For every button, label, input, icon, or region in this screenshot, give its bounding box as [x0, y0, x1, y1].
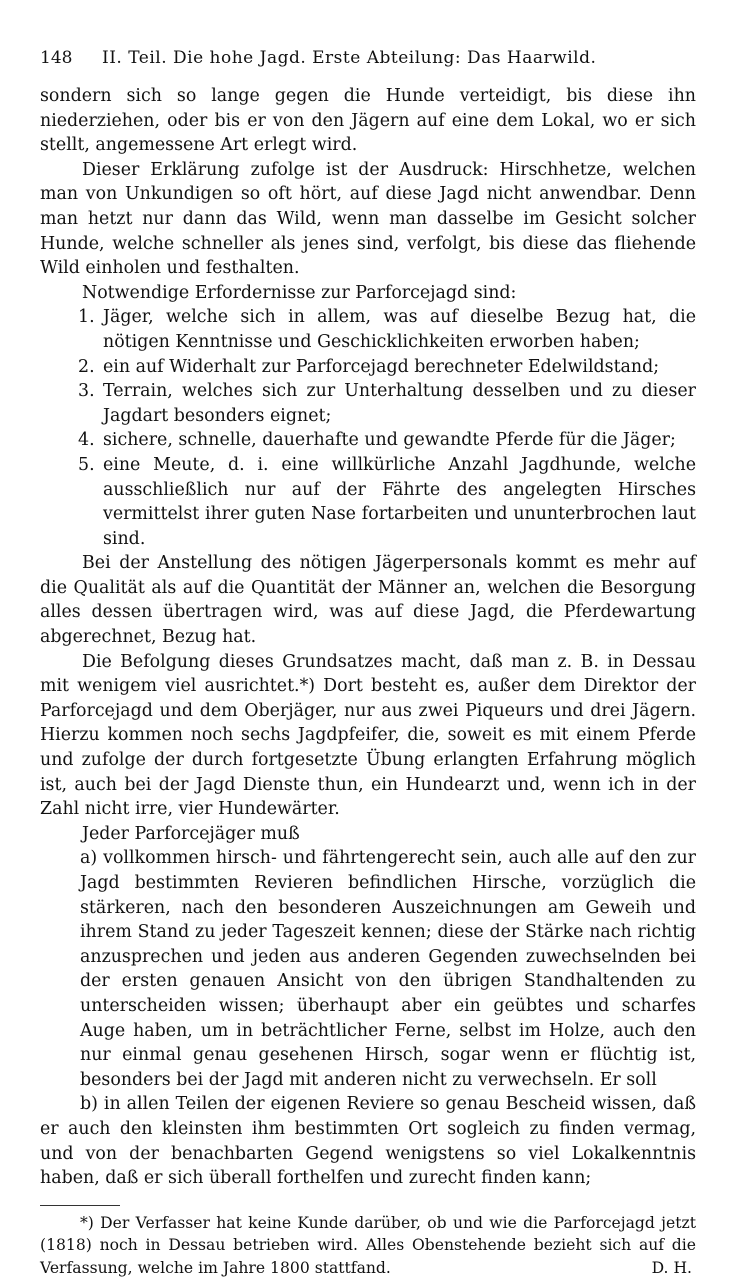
main-text: [40, 84, 696, 1191]
list-item: [40, 1092, 696, 1190]
list-item: [78, 428, 696, 453]
list-number: 5.: [78, 454, 95, 475]
list-text: Terrain, welches sich zur Unterhaltung desselben und zu dieser Jagdart besonders eignet;: [103, 381, 696, 426]
list-text: in allen Teilen der eigenen Reviere so genau Bescheid wissen, daß er auch den kleinsten ihm bestimmten Ort sogleich zu finden vermag, und von der benachbarten Gegend wenigstens so viel Lokalkenntnis haben, daß er sich überall forthelfen und zurecht finden kann;: [40, 1094, 696, 1189]
list-number: 2.: [78, 356, 95, 377]
list-item: [78, 379, 696, 428]
list-item: [80, 846, 696, 1092]
paragraph: Dieser Erklärung zufolge ist der Ausdruck: Hirschhetze, welchen man von Unkundigen so oft hört, auf diese Jagd nicht anwendbar. Denn man hetzt nur dann das Wild, wenn man dasselbe im Gesicht solcher Hunde, welche schneller als jenes sind, verfolgt, bis diese das fliehende Wild einholen und festhalten.: [40, 159, 696, 279]
list-number: 3.: [78, 381, 95, 402]
list-text: vollkommen hirsch- und fährtengerecht sein, auch alle auf den zur Jagd bestimmten Revieren befindlichen Hirsche, vorzüglich die stärkeren, nach den besonderen Auszeichnungen am Geweih und ihrem Stand zu jeder Tageszeit kennen; diese der Stärke nach richtig anzusprechen und jeden aus anderen Gegenden zuwechselnden bei der ersten genauen Ansicht von den übrigen Standhaltenden zu unterscheiden wissen; überhaupt aber ein geübtes und scharfes Auge haben, um in beträchtlicher Ferne, selbst im Holze, auch den nur einmal genau gesehenen Hirsch, sogar wenn er flüchtig ist, besonders bei der Jagd mit anderen nicht zu verwechseln. Er soll: [80, 848, 696, 1090]
list-text: ein auf Widerhalt zur Parforcejagd berechneter Edelwildstand;: [103, 356, 660, 377]
list-number: b): [80, 1094, 98, 1115]
paragraph: sondern sich so lange gegen die Hunde verteidigt, bis diese ihn niederziehen, oder bis er von den Jägern auf eine dem Lokal, wo er sich stellt, angemessene Art erlegt wird.: [40, 86, 696, 156]
paragraph: Notwendige Erfordernisse zur Parforcejagd sind:: [82, 282, 517, 303]
list-item: [78, 453, 696, 551]
footnote-signature: D. H.: [651, 1258, 692, 1277]
footnote: *) Der Verfasser hat keine Kunde darüber, ob und wie die Parforcejagd jetzt (1818) noch in Dessau betrieben wird. Alles Obenstehende bezieht sich auf die Verfassung, welche im Jahre 1800 stattfand.: [40, 1213, 696, 1277]
footnote-divider: [40, 1205, 120, 1206]
page-number: 148: [40, 48, 73, 68]
paragraph: Die Befolgung dieses Grundsatzes macht, daß man z. B. in Dessau mit wenigem viel ausrichtet.*) Dort besteht es, außer dem Direktor der Parforcejagd und dem Oberjäger, nur aus zwei Piqueurs und drei Jägern. Hierzu kommen noch sechs Jagdpfeifer, die, soweit es mit einem Pferde und zufolge der durch fortgesetzte Übung erlangten Erfahrung möglich ist, auch bei der Jagd Dienste thun, ein Hundearzt und, wenn ich in der Zahl nicht irre, vier Hundewärter.: [40, 651, 696, 820]
duties-list: [40, 846, 696, 1092]
list-number: a): [80, 848, 98, 869]
list-item: [78, 355, 696, 380]
list-item: [78, 305, 696, 354]
running-title: II. Teil. Die hohe Jagd. Erste Abteilung: Das Haarwild.: [102, 48, 597, 68]
list-text: sichere, schnelle, dauerhafte und gewandte Pferde für die Jäger;: [103, 430, 676, 451]
list-number: 1.: [78, 307, 95, 328]
requirements-list: [40, 305, 696, 551]
paragraph: Bei der Anstellung des nötigen Jägerpersonals kommt es mehr auf die Qualität als auf die Quantität der Männer an, welchen die Besorgung alles dessen übertragen wird, was auf diese Jagd, die Pferdewartung abgerechnet, Bezug hat.: [40, 553, 696, 648]
list-text: Jäger, welche sich in allem, was auf dieselbe Bezug hat, die nötigen Kenntnisse und Geschicklichkeiten erworben haben;: [103, 307, 696, 352]
page-header: [40, 46, 696, 70]
list-text: eine Meute, d. i. eine willkürliche Anzahl Jagdhunde, welche ausschließlich nur auf der Fährte des angelegten Hirsches vermittelst ihrer guten Nase fortarbeiten und ununterbrochen laut sind.: [103, 454, 696, 549]
paragraph: Jeder Parforcejäger muß: [82, 823, 300, 844]
list-number: 4.: [78, 430, 95, 451]
